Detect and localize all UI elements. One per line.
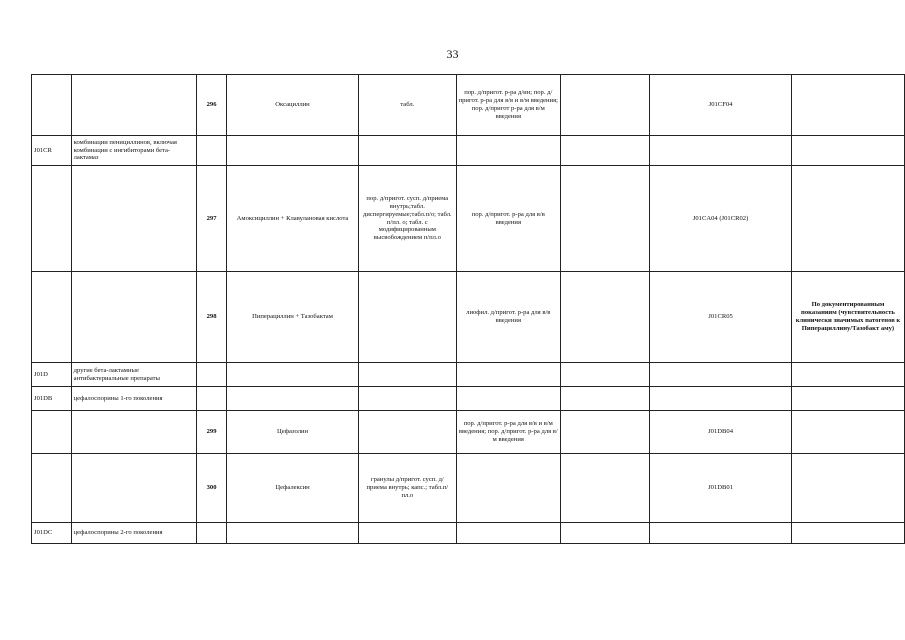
extra-cell (561, 523, 650, 544)
note-cell (791, 523, 904, 544)
row-number (197, 363, 227, 387)
atc-code (650, 387, 792, 411)
drug-name (226, 523, 358, 544)
dosage-form-oral (359, 136, 456, 166)
table-row (32, 523, 905, 544)
extra-cell (561, 75, 650, 136)
atc-code: J01CR05 (650, 272, 792, 363)
atc-group-name (71, 166, 197, 272)
dosage-form-oral (359, 387, 456, 411)
dosage-form-oral (359, 411, 456, 454)
atc-group-code: J01DC (32, 523, 72, 544)
note-cell (791, 454, 904, 523)
extra-cell (561, 411, 650, 454)
drug-name: Оксациллин (226, 75, 358, 136)
dosage-form-oral (359, 363, 456, 387)
atc-code: J01DB04 (650, 411, 792, 454)
table-row (32, 387, 905, 411)
row-number (197, 387, 227, 411)
atc-group-code (32, 272, 72, 363)
extra-cell (561, 166, 650, 272)
atc-group-name (71, 454, 197, 523)
note-cell (791, 411, 904, 454)
dosage-form-oral: пор. д/пригот. сусп. д/приема внутрь;табл. диспергируемые;табл.п/о; табл. п/пл. о; табл. с модифицированным высвобождением п/пл.о (359, 166, 456, 272)
atc-group-name (71, 272, 197, 363)
dosage-form-parenteral: пор. д/пригот. р-ра для в/в введения (456, 166, 560, 272)
table-row (32, 363, 905, 387)
drug-name (226, 363, 358, 387)
drug-name: Пиперациллин + Тазобактам (226, 272, 358, 363)
row-number: 300 (197, 454, 227, 523)
atc-code (650, 363, 792, 387)
atc-group-name: комбинации пенициллинов, включая комбинации с ингибиторами бета-лактамаз (71, 136, 197, 166)
atc-group-code: J01CR (32, 136, 72, 166)
dosage-form-oral: табл. (359, 75, 456, 136)
dosage-form-parenteral (456, 136, 560, 166)
atc-group-code: J01DB (32, 387, 72, 411)
drug-name: Цефалексин (226, 454, 358, 523)
extra-cell (561, 387, 650, 411)
atc-code: J01CA04 (J01CR02) (650, 166, 792, 272)
extra-cell (561, 363, 650, 387)
extra-cell (561, 454, 650, 523)
dosage-form-parenteral (456, 387, 560, 411)
table-row (32, 166, 905, 272)
dosage-form-parenteral: лиофил. д/пригот. р-ра для в/в введения (456, 272, 560, 363)
table-row (32, 411, 905, 454)
table-row (32, 75, 905, 136)
atc-group-name (71, 75, 197, 136)
note-cell (791, 166, 904, 272)
drug-name (226, 387, 358, 411)
drug-name (226, 136, 358, 166)
extra-cell (561, 136, 650, 166)
note-cell (791, 136, 904, 166)
dosage-form-parenteral: пор. д/пригот. р-ра д/ин; пор. д/пригот. р-ра для в/в и в/м введения; пор. д/пригот р-ра для в/м введения (456, 75, 560, 136)
note-cell (791, 75, 904, 136)
drug-name: Цефазолин (226, 411, 358, 454)
row-number: 299 (197, 411, 227, 454)
row-number (197, 136, 227, 166)
atc-code: J01CF04 (650, 75, 792, 136)
atc-code: J01DB01 (650, 454, 792, 523)
atc-group-code (32, 75, 72, 136)
table-row (32, 136, 905, 166)
dosage-form-oral: гранулы д/пригот. сусп. д/приема внутрь; капс.; табл.п/пл.о (359, 454, 456, 523)
atc-group-code (32, 166, 72, 272)
note-cell (791, 363, 904, 387)
atc-group-code: J01D (32, 363, 72, 387)
row-number (197, 523, 227, 544)
row-number: 298 (197, 272, 227, 363)
atc-code (650, 523, 792, 544)
atc-group-name: цефалоспорины 2-го поколения (71, 523, 197, 544)
dosage-form-parenteral (456, 363, 560, 387)
dosage-form-parenteral: пор. д/пригот. р-ра для в/в и в/м введения; пор. д/пригот. р-ра для в/м введения (456, 411, 560, 454)
row-number: 297 (197, 166, 227, 272)
note-cell: По документированным показаниям (чувствительность клинически значимых патогенов к Пиперациллину/Тазобакт аму) (791, 272, 904, 363)
note-cell (791, 387, 904, 411)
atc-group-code (32, 454, 72, 523)
dosage-form-parenteral (456, 523, 560, 544)
dosage-form-oral (359, 523, 456, 544)
table-row (32, 454, 905, 523)
atc-group-name: другие бета-лактамные антибактериальные препараты (71, 363, 197, 387)
atc-code (650, 136, 792, 166)
dosage-form-parenteral (456, 454, 560, 523)
atc-group-name: цефалоспорины 1-го поколения (71, 387, 197, 411)
dosage-form-oral (359, 272, 456, 363)
drug-table (31, 74, 905, 544)
atc-group-code (32, 411, 72, 454)
page-number: 33 (446, 47, 459, 61)
drug-name: Амоксициллин + Клавулановая кислота (226, 166, 358, 272)
table-row (32, 272, 905, 363)
atc-group-name (71, 411, 197, 454)
row-number: 296 (197, 75, 227, 136)
extra-cell (561, 272, 650, 363)
